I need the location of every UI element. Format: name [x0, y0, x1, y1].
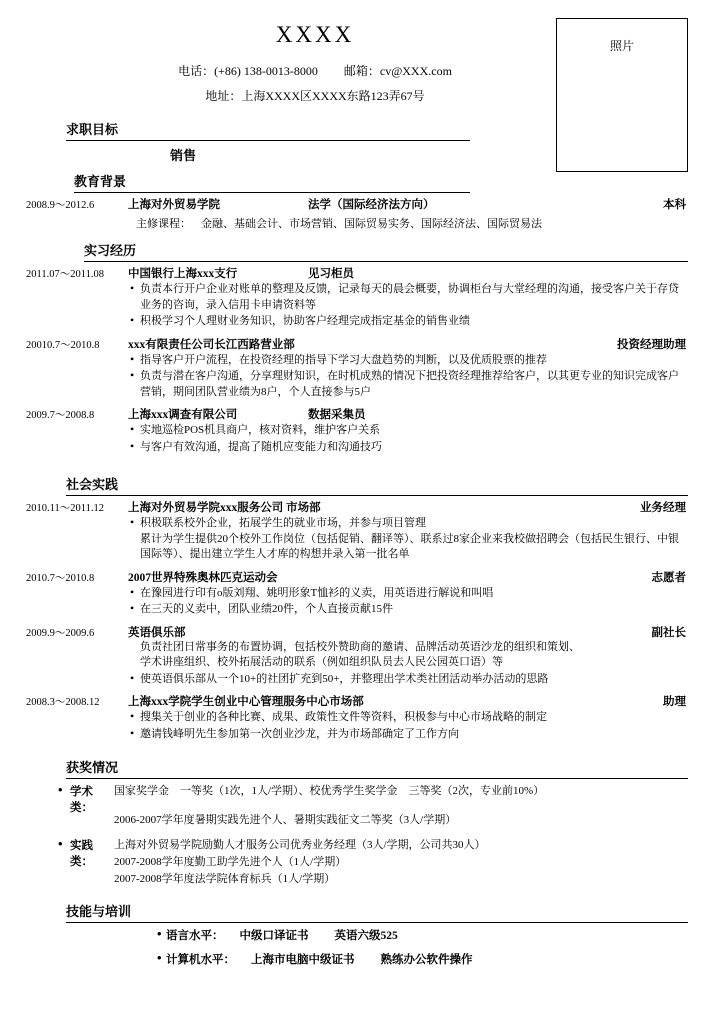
section-education	[0, 170, 720, 231]
skill-label: • 计算机水平：	[166, 954, 235, 966]
list-item: • 积极联系校外企业，拓展学生的就业市场，并参与项目管理	[128, 516, 688, 532]
award-item: 2007-2008学年度法学院体育标兵（1人/学期）	[114, 873, 336, 885]
entry-role-right	[686, 265, 688, 281]
entry-note: 学术讲座组织、校外拓展活动的联系（例如组织队员去人民公园英口语）等	[140, 656, 503, 668]
entry-bullets	[128, 672, 688, 688]
social-entry	[16, 693, 688, 742]
social-entry	[16, 569, 688, 618]
entry-role	[388, 624, 652, 640]
entry-bullets	[128, 282, 688, 330]
section-internship	[0, 239, 720, 455]
entry-role: 数据采集员	[308, 409, 366, 421]
objective-value: 销售	[170, 148, 197, 163]
entry-date: 2010.11～2011.12	[26, 503, 104, 514]
skill-row	[0, 951, 720, 967]
resume-header	[0, 0, 720, 104]
entry-bullets	[128, 516, 688, 532]
section-title-internship: 实习经历	[84, 239, 688, 262]
skill-label: • 语言水平：	[166, 930, 224, 942]
award-item: 2007-2008学年度勤工助学先进个人（1人/学期）	[114, 856, 347, 868]
education-course-label: 主修课程：	[136, 218, 191, 230]
entry-bullets	[128, 423, 688, 455]
entry-org: 中国银行上海xxx支行	[128, 268, 238, 280]
section-title-social: 社会实践	[66, 473, 688, 496]
list-item: • 搜集关于创业的各种比赛、成果、政策性文件等资料，积极参与中心市场战略的制定	[128, 710, 688, 726]
entry-date: 2009.7～2008.8	[26, 410, 95, 421]
photo-placeholder-label: 照片	[609, 39, 634, 53]
list-item: • 与客户有效沟通，提高了随机应变能力和沟通技巧	[128, 440, 688, 456]
section-title-skills: 技能与培训	[66, 900, 688, 923]
entry-date: 2008.3～2008.12	[26, 697, 100, 708]
list-item: • 积极学习个人理财业务知识，协助客户经理完成指定基金的销售业绩	[128, 314, 688, 330]
phone-value: (+86) 138-0013-8000	[214, 64, 318, 78]
education-school: 上海对外贸易学院	[128, 199, 220, 211]
entry-date: 2011.07～2011.08	[26, 269, 104, 280]
email-label: 邮箱：	[343, 64, 380, 78]
social-entry	[16, 499, 688, 563]
entry-org: 上海xxx学院学生创业中心管理服务中心市场部	[128, 696, 364, 708]
list-item: • 使英语俱乐部从一个10+的社团扩充到50+，并整理出学术类社团活动举办活动的思路	[128, 672, 688, 688]
entry-org: 上海对外贸易学院xxx服务公司 市场部	[128, 502, 321, 514]
section-awards	[0, 756, 720, 888]
photo-placeholder-box	[556, 18, 688, 172]
list-item: • 在豫园进行印有o版刘翔、姚明形象T恤衫的义卖，用英语进行解说和叫唱	[128, 586, 688, 602]
skill-value-secondary: 英语六级525	[334, 930, 398, 942]
list-item: • 负责本行开户企业对账单的整理及反馈，记录每天的晨会概要，协调柜台与大堂经理的沟通，接受客户关于存贷业务的咨询，录入信用卡申请资料等	[128, 282, 688, 313]
list-item: • 实地巡检POS机具商户，核对资料，维护客户关系	[128, 423, 688, 439]
award-items	[110, 837, 720, 888]
skill-value-primary: 中级口译证书	[239, 930, 309, 942]
section-social-practice	[0, 473, 720, 742]
section-title-awards: 获奖情况	[66, 756, 688, 779]
entry-role: 见习柜员	[308, 268, 354, 280]
email-value: cv@XXX.com	[379, 64, 452, 78]
skill-value-primary: 上海市电脑中级证书	[251, 954, 355, 966]
entry-bullets	[128, 353, 688, 401]
award-group	[0, 783, 720, 829]
entry-role	[388, 569, 652, 585]
entry-role-right	[686, 406, 688, 422]
education-major: 法学（国际经济法方向）	[308, 199, 435, 211]
award-items	[110, 783, 720, 829]
education-degree: 本科	[663, 199, 686, 211]
entry-org: 2007世界特殊奥林匹克运动会	[128, 571, 278, 584]
award-item: 国家奖学金 一等奖（1次，1人/学期）、校优秀学生奖学金 三等奖（2次，专业前10%）	[114, 785, 545, 797]
list-item: • 在三天的义卖中，团队业绩20件，个人直接贡献15件	[128, 602, 688, 618]
award-item: 2006-2007学年度暑期实践先进个人、暑期实践征文二等奖（3人/学期）	[114, 814, 457, 826]
skill-row	[0, 927, 720, 943]
award-label: • 学术类：	[0, 783, 110, 829]
education-courses: 金融、基础会计、市场营销、国际贸易实务、国际经济法、国际贸易法	[201, 218, 542, 230]
page-title: XXXX	[275, 22, 355, 47]
entry-role-right: 助理	[663, 696, 686, 708]
entry-role-right: 业务经理	[640, 502, 686, 514]
award-group	[0, 837, 720, 888]
award-spacer	[114, 800, 720, 812]
entry-bullets	[128, 586, 688, 618]
entry-note: 累计为学生提供20个校外工作岗位（包括促销、翻译等）、联系过8家企业来我校做招聘会（包括民生银行、中银国际等）、提出建立学生人才库的构想并录入第一批名单	[140, 532, 679, 560]
entry-role-right: 投资经理助理	[617, 338, 686, 351]
entry-role	[388, 499, 640, 515]
internship-entry	[16, 265, 688, 330]
entry-date: 20010.7～2010.8	[26, 339, 100, 351]
section-title-education: 教育背景	[74, 170, 470, 193]
entry-date: 2009.9～2009.6	[26, 627, 95, 639]
list-item: • 负责与潜在客户沟通，分享理财知识，在时机成熟的情况下把投资经理推荐给客户，以其更专业的知识完成客户营销，期间团队营业绩为8户，个人直接参与5户	[128, 369, 688, 400]
entry-org: xxx有限责任公司长江西路营业部	[128, 338, 295, 351]
skill-value-secondary: 熟练办公软件操作	[380, 954, 473, 966]
internship-entry	[16, 406, 688, 455]
list-item: • 指导客户开户流程，在投资经理的指导下学习大盘趋势的判断，以及优质股票的推荐	[128, 353, 688, 369]
entry-role	[428, 693, 663, 709]
social-entry	[16, 624, 688, 688]
education-entry	[16, 196, 688, 231]
entry-role-right: 副社长	[651, 626, 686, 639]
internship-entry	[16, 336, 688, 401]
award-item: 上海对外贸易学院励勤人才服务公司优秀业务经理（3人/学期，公司共30人）	[114, 839, 486, 851]
address-label: 地址：	[205, 89, 242, 103]
section-title-objective: 求职目标	[66, 118, 470, 141]
entry-date: 2010.7～2010.8	[26, 572, 95, 584]
entry-role-right: 志愿者	[651, 571, 686, 584]
list-item: • 邀请钱峰明先生参加第一次创业沙龙，并为市场部确定了工作方向	[128, 727, 688, 743]
entry-org: 上海xxx调查有限公司	[128, 409, 238, 421]
entry-bullets	[128, 710, 688, 742]
phone-label: 电话：	[178, 64, 215, 78]
award-label: • 实践类：	[0, 837, 110, 888]
section-skills	[0, 900, 720, 967]
address-value: 上海XXXX区XXXX东路123弄67号	[241, 89, 425, 103]
entry-note: 负责社团日常事务的布置协调，包括校外赞助商的邀请、品牌活动英语沙龙的组织和策划、	[140, 640, 580, 653]
entry-role	[358, 336, 617, 352]
education-date: 2008.9～2012.6	[26, 200, 95, 211]
entry-org: 英语俱乐部	[128, 626, 186, 639]
